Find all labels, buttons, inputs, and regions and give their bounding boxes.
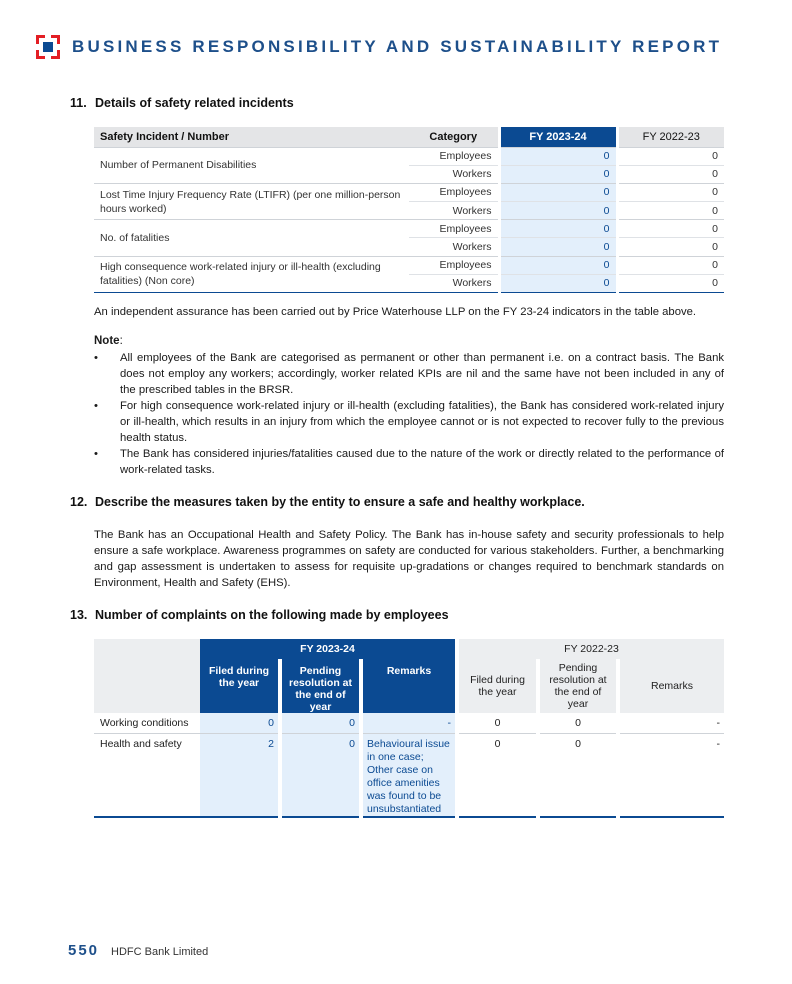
header-fy-previous: FY 2022-23 bbox=[617, 127, 724, 147]
header-pending-previous: Pending resolution at the end of year bbox=[538, 659, 618, 713]
note-heading: Note: bbox=[94, 335, 123, 347]
notes-list bbox=[94, 350, 724, 478]
assurance-statement: An independent assurance has been carried out by Price Waterhouse LLP on the FY 23-24 indicators in the table above. bbox=[94, 306, 697, 318]
list-item: • For high consequence work-related injury or ill-health (excluding fatalities), the Bank has considered work-related injury or ill-health, which results in an injury from which the employee cannot or is not expected to recover fully to the previous health status. bbox=[94, 398, 724, 446]
header-filed-previous: Filed during the year bbox=[457, 659, 538, 713]
section-11-title: 11. Details of safety related incidents bbox=[70, 96, 294, 110]
section-12-body: The Bank has an Occupational Health and Safety Policy. The Bank has in-house safety and security professionals to help ensure a safe workplace. Awareness programmes on safety are conducted for various stakeholders. Further, a benchmarking and gap assessment is undertaken to assess for requisite up-gradations or changes required to benchmark standards on Environment, Health and Safety (EHS). bbox=[94, 529, 724, 589]
list-item: • All employees of the Bank are categorised as permanent or other than permanent i.e. on a contract basis. The Bank does not employ any workers; accordingly, worker related KPIs are nil and the same have not been included in any of the prescribed tables in the BRSR. bbox=[94, 350, 724, 398]
table-row: No. of fatalities Employees 0 0 bbox=[94, 220, 724, 238]
page-number: 550 bbox=[68, 942, 100, 959]
safety-incidents-table bbox=[94, 127, 724, 293]
section-13-title: 13. Number of complaints on the following made by employees bbox=[70, 608, 449, 622]
table-row: High consequence work-related injury or ill-health (excluding fatalities) (Non core) Employees 0 0 bbox=[94, 256, 724, 274]
header-incident: Safety Incident / Number bbox=[94, 127, 409, 147]
header-pending-current: Pending resolution at the end of year bbox=[280, 659, 361, 713]
page-footer bbox=[68, 942, 208, 959]
header-category: Category bbox=[409, 127, 499, 147]
table-row: Workers 0 0 bbox=[94, 274, 724, 292]
header-remarks-current: Remarks bbox=[361, 659, 457, 713]
table-row: Workers 0 0 bbox=[94, 202, 724, 220]
header-fy-current: FY 2023-24 bbox=[200, 639, 457, 659]
page-header bbox=[36, 30, 772, 64]
header-fy-previous: FY 2022-23 bbox=[457, 639, 724, 659]
header-filed-current: Filed during the year bbox=[200, 659, 280, 713]
table-row: Working conditions 0 0 - 0 0 - bbox=[94, 713, 724, 733]
table-row: Workers 0 0 bbox=[94, 238, 724, 256]
table-row: Health and safety 2 0 Behavioural issue in one case; Other case on office amenities was found to be unsubstantiated 0 0 - bbox=[94, 733, 724, 817]
hdfc-logo-icon bbox=[36, 35, 60, 59]
table-row: Number of Permanent Disabilities Employees 0 0 bbox=[94, 147, 724, 165]
section-12-title: 12. Describe the measures taken by the entity to ensure a safe and healthy workplace. bbox=[70, 495, 585, 509]
company-name: HDFC Bank Limited bbox=[111, 946, 209, 958]
report-title: BUSINESS RESPONSIBILITY AND SUSTAINABILITY REPORT bbox=[72, 37, 723, 56]
list-item: • The Bank has considered injuries/fatalities caused due to the nature of the work or directly related to the performance of work-related tasks. bbox=[94, 446, 724, 478]
header-remarks-previous: Remarks bbox=[618, 659, 724, 713]
header-fy-current: FY 2023-24 bbox=[499, 127, 617, 147]
table-row: Workers 0 0 bbox=[94, 165, 724, 183]
table-row: Lost Time Injury Frequency Rate (LTIFR) (per one million-person hours worked) Employees 0 0 bbox=[94, 183, 724, 201]
complaints-table bbox=[94, 639, 724, 818]
